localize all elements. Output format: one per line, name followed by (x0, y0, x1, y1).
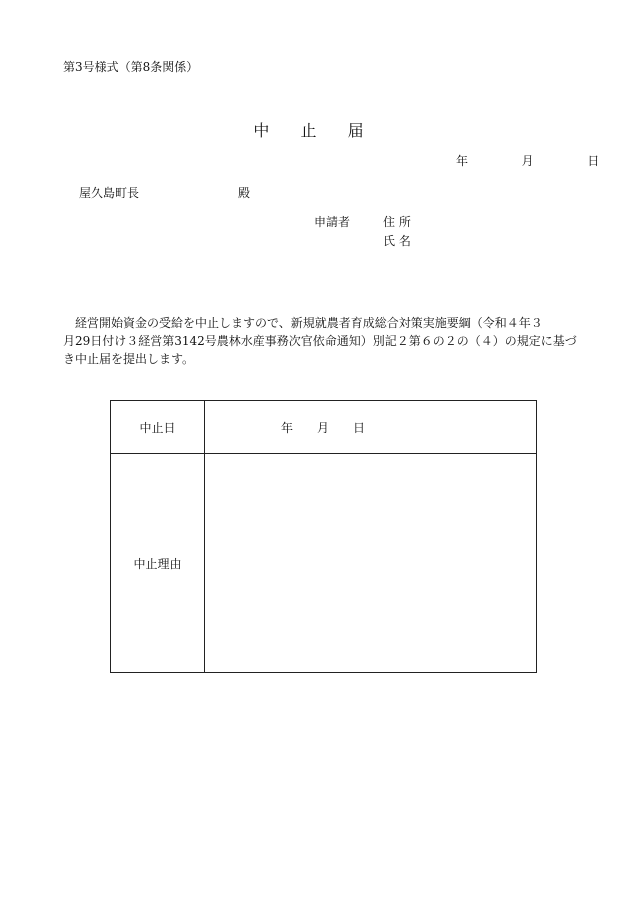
month-label: 月 (521, 154, 534, 168)
year-label: 年 (456, 154, 469, 168)
day-label: 日 (587, 154, 600, 168)
stop-date-label: 中止日 (111, 401, 205, 454)
page-title: 中 止 届 (253, 121, 377, 140)
stop-reason-label: 中止理由 (111, 454, 205, 673)
address-label: 住 所 (383, 215, 411, 229)
table-row-stop-date (111, 401, 537, 454)
body-line-3: き中止届を提出します。 (63, 352, 195, 366)
body-line-1: 経営開始資金の受給を中止しますので、新規就農者育成総合対策実施要綱（令和４年３ (75, 316, 543, 330)
name-label: 氏 名 (383, 234, 411, 248)
body-line-2: 月29日付け３経営第3142号農林水産事務次官依命通知）別記２第６の２の（４）の規定に基づ (63, 334, 577, 348)
addressee: 屋久島町長 (79, 186, 140, 200)
applicant-label: 申請者 (314, 215, 351, 229)
stop-date-field[interactable]: 年 月 日 (205, 401, 537, 454)
table-row-stop-reason (111, 454, 537, 673)
stop-reason-field[interactable] (205, 454, 537, 673)
form-table (110, 400, 537, 673)
body-text (63, 314, 583, 368)
submission-date (456, 152, 599, 169)
honorific: 殿 (238, 186, 251, 200)
form-number: 第3号様式（第8条関係） (63, 60, 199, 74)
